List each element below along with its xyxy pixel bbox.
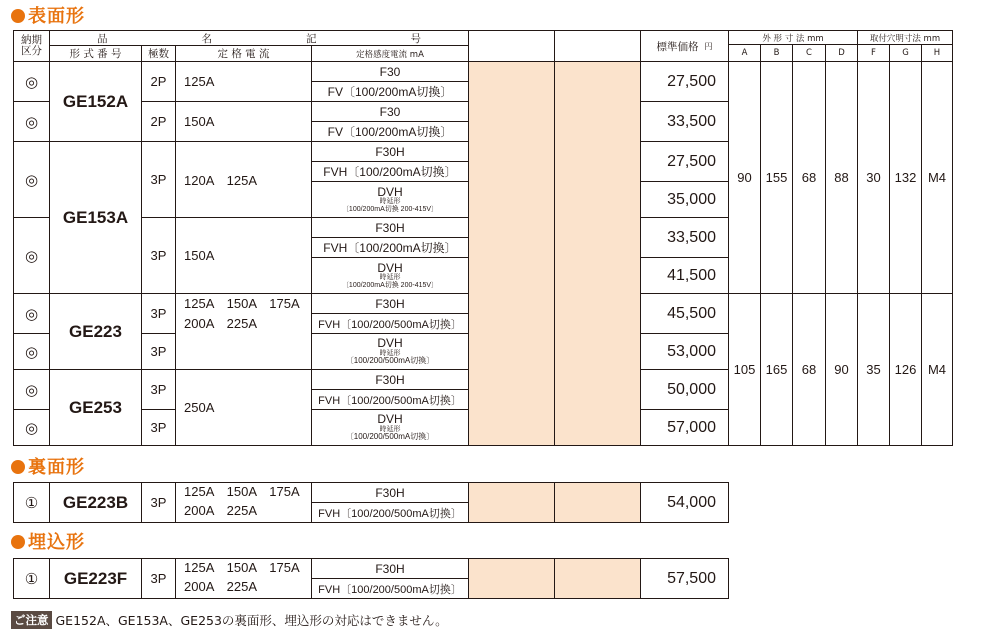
sensitivity-text: FVH〔100/200mA切換〕	[323, 165, 457, 179]
sensitivity-cell	[311, 389, 469, 410]
price-cell	[640, 101, 729, 142]
current-cell	[175, 217, 312, 294]
price-text: 54,000	[667, 493, 716, 511]
sensitivity-text: FV〔100/200mA切換〕	[327, 85, 453, 99]
model-number-text: GE253	[69, 397, 122, 417]
delivery-symbol-text: ◎	[24, 112, 39, 131]
section-title-back	[11, 453, 85, 479]
sensitivity-cell	[311, 333, 469, 370]
dim-cell	[728, 61, 761, 294]
caution-note	[11, 611, 448, 629]
sensitivity-cell	[311, 121, 469, 142]
sensitivity-subtext: 時延形	[379, 274, 401, 282]
model-number-text: GE153A	[62, 207, 129, 227]
dim-text: 126	[894, 362, 917, 377]
sensitivity-text: FV〔100/200mA切換〕	[327, 125, 453, 139]
sensitivity-text: FVH〔100/200mA切換〕	[323, 241, 457, 255]
sensitivity-text: F30H	[375, 485, 405, 500]
delivery-symbol-text: ◎	[24, 418, 39, 437]
blank-column-2	[554, 61, 641, 446]
sensitivity-cell	[311, 482, 469, 503]
poles-cell	[141, 482, 176, 523]
delivery-symbol	[13, 293, 50, 334]
price-cell	[640, 217, 729, 258]
caution-text: GE152A、GE153A、GE253の裏面形、埋込形の対応はできません。	[55, 613, 448, 628]
price-text: 57,500	[667, 569, 716, 587]
poles-cell	[141, 293, 176, 334]
model-number	[49, 558, 142, 599]
sensitivity-cell	[311, 141, 469, 162]
model-number-text: GE223B	[62, 492, 129, 512]
dim-text: 90	[737, 170, 752, 185]
current-text: 125A 150A 175A	[184, 484, 300, 499]
sensitivity-cell	[311, 81, 469, 102]
sensitivity-cell	[311, 313, 469, 334]
blank-column-2	[554, 482, 641, 523]
header-mount-dims	[857, 30, 953, 45]
price-cell	[640, 333, 729, 370]
dim-text: 155	[765, 170, 788, 185]
dim-col-c	[792, 44, 826, 62]
dim-text: 68	[801, 170, 817, 185]
sensitivity-cell	[311, 181, 469, 218]
dim-cell	[825, 61, 858, 294]
dim-cell	[728, 293, 761, 446]
header-price-label: 標準価格	[656, 40, 699, 53]
dim-cell	[857, 61, 890, 294]
section-title-surface	[11, 2, 85, 28]
header-poles-label: 極数	[148, 48, 169, 60]
model-number	[49, 369, 142, 446]
dim-col-d	[825, 44, 858, 62]
dim-cell	[792, 61, 826, 294]
sensitivity-cell	[311, 369, 469, 390]
delivery-symbol	[13, 409, 50, 446]
sensitivity-cell	[311, 293, 469, 314]
delivery-symbol	[13, 369, 50, 410]
price-cell	[640, 369, 729, 410]
dim-cell	[921, 61, 953, 294]
header-poles	[141, 45, 176, 62]
current-cell	[175, 101, 312, 142]
current-text: 125A 150A 175A	[184, 560, 300, 575]
delivery-symbol-text: ◎	[24, 380, 39, 399]
header-price-unit: 円	[704, 41, 713, 51]
header-current	[175, 45, 312, 62]
delivery-symbol-text: ①	[24, 569, 39, 588]
sensitivity-subtext: 時延形	[379, 349, 401, 357]
delivery-symbol-text: ◎	[24, 342, 39, 361]
delivery-symbol	[13, 558, 50, 599]
sensitivity-text: F30	[379, 104, 401, 119]
price-text: 35,000	[667, 190, 716, 208]
poles-text: 3P	[150, 495, 167, 510]
model-number	[49, 61, 142, 142]
dim-col-label: C	[806, 48, 812, 58]
dim-col-label: A	[741, 48, 748, 58]
header-sensitivity-label: 定格感度電流 mA	[356, 49, 424, 60]
price-text: 33,500	[667, 112, 716, 130]
header-blank-1	[468, 30, 555, 62]
bullet-icon	[11, 9, 25, 23]
poles-text: 3P	[150, 382, 167, 397]
delivery-symbol	[13, 333, 50, 370]
header-delivery	[13, 30, 50, 62]
header-char: 品	[97, 32, 108, 45]
header-price	[640, 30, 729, 62]
dim-text: 90	[834, 362, 849, 377]
price-text: 53,000	[667, 342, 716, 360]
dim-cell	[889, 61, 922, 294]
sensitivity-cell	[311, 217, 469, 238]
header-char: 号	[410, 32, 421, 45]
poles-text: 3P	[150, 248, 167, 263]
current-text: 125A 150A 175A	[184, 296, 300, 311]
sensitivity-text: F30H	[375, 220, 405, 235]
dim-col-g	[889, 44, 922, 62]
price-cell	[640, 558, 729, 599]
poles-cell	[141, 333, 176, 370]
blank-column-1	[468, 482, 555, 523]
price-text: 50,000	[667, 380, 716, 398]
current-cell	[175, 482, 312, 523]
sensitivity-subtext: 〔100/200/500mA切換〕	[345, 432, 435, 442]
current-text: 150A	[184, 114, 215, 129]
header-outer-dims-label: 外 形 寸 法 mm	[762, 33, 824, 44]
delivery-symbol	[13, 101, 50, 142]
section-title-flush	[11, 528, 85, 554]
sensitivity-text: F30	[379, 64, 401, 79]
price-text: 27,500	[667, 72, 716, 90]
sensitivity-text: F30H	[375, 144, 405, 159]
poles-text: 3P	[150, 420, 167, 435]
sensitivity-subtext: 〔100/200/500mA切換〕	[345, 356, 435, 366]
current-cell	[175, 369, 312, 446]
dim-col-label: G	[902, 48, 909, 58]
sensitivity-cell	[311, 409, 469, 446]
dim-text: M4	[927, 362, 947, 377]
price-cell	[640, 141, 729, 182]
delivery-symbol	[13, 482, 50, 523]
dim-cell	[825, 293, 858, 446]
dim-cell	[889, 293, 922, 446]
current-text: 250A	[184, 400, 215, 415]
poles-text: 3P	[150, 306, 167, 321]
sensitivity-text: F30H	[375, 296, 405, 311]
price-text: 57,000	[667, 418, 716, 436]
poles-text: 3P	[150, 344, 167, 359]
dim-col-f	[857, 44, 890, 62]
dim-col-a	[728, 44, 761, 62]
dim-cell	[921, 293, 953, 446]
section-title-text: 裏面形	[28, 457, 85, 478]
blank-column-1	[468, 61, 555, 446]
sensitivity-text: FVH〔100/200/500mA切換〕	[318, 394, 462, 407]
sensitivity-cell	[311, 558, 469, 579]
header-sensitivity	[311, 45, 469, 62]
poles-cell	[141, 409, 176, 446]
caution-tag: ご注意	[11, 611, 52, 629]
sensitivity-subtext: 時延形	[379, 425, 401, 433]
sensitivity-cell	[311, 101, 469, 122]
sensitivity-text: F30H	[375, 372, 405, 387]
section-title-text: 表面形	[28, 6, 85, 27]
poles-cell	[141, 217, 176, 294]
dim-col-label: H	[933, 48, 941, 58]
dim-text: 165	[765, 362, 788, 377]
header-product-code	[49, 30, 469, 46]
price-cell	[640, 293, 729, 334]
price-text: 27,500	[667, 152, 716, 170]
bullet-icon	[11, 460, 25, 474]
poles-cell	[141, 369, 176, 410]
header-category-label: 区分	[21, 45, 42, 57]
price-cell	[640, 61, 729, 102]
dim-text: 88	[834, 170, 849, 185]
header-mount-dims-label: 取付穴明寸法 mm	[869, 33, 941, 44]
section-title-text: 埋込形	[28, 532, 85, 553]
sensitivity-subtext: 〔100/200mA切換 200-415V〕	[341, 205, 439, 213]
current-cell	[175, 558, 312, 599]
header-blank-2	[554, 30, 641, 62]
sensitivity-cell	[311, 502, 469, 523]
header-model-no-label: 形 式 番 号	[69, 48, 122, 60]
sensitivity-text: DVH	[377, 412, 403, 427]
dim-cell	[792, 293, 826, 446]
header-current-label: 定 格 電 流	[217, 48, 270, 60]
sensitivity-text: F30H	[375, 561, 405, 576]
model-number-text: GE223	[69, 321, 122, 341]
dim-text: 68	[801, 362, 817, 377]
delivery-symbol	[13, 217, 50, 294]
bullet-icon	[11, 535, 25, 549]
poles-text: 3P	[150, 571, 167, 586]
current-cell	[175, 293, 312, 370]
model-number	[49, 482, 142, 523]
current-cell	[175, 141, 312, 218]
sensitivity-cell	[311, 161, 469, 182]
sensitivity-text: FVH〔100/200/500mA切換〕	[318, 507, 462, 520]
sensitivity-subtext: 〔100/200mA切換 200-415V〕	[341, 281, 439, 289]
sensitivity-text: FVH〔100/200/500mA切換〕	[318, 318, 462, 331]
delivery-symbol	[13, 141, 50, 218]
dim-text: 132	[894, 170, 917, 185]
price-cell	[640, 257, 729, 294]
model-number-text: GE152A	[62, 91, 129, 111]
price-cell	[640, 409, 729, 446]
dim-col-h	[921, 44, 953, 62]
model-number	[49, 141, 142, 294]
sensitivity-text: DVH	[377, 336, 403, 351]
poles-text: 3P	[150, 172, 167, 187]
poles-cell	[141, 141, 176, 218]
current-text: 120A 125A	[184, 173, 258, 188]
delivery-symbol-text: ◎	[24, 170, 39, 189]
sensitivity-text: DVH	[377, 184, 403, 199]
current-cell	[175, 61, 312, 102]
price-text: 41,500	[667, 266, 716, 284]
blank-column-2	[554, 558, 641, 599]
model-number-text: GE223F	[63, 568, 128, 588]
dim-cell	[760, 293, 793, 446]
delivery-symbol-text: ◎	[24, 72, 39, 91]
poles-text: 2P	[150, 74, 167, 89]
price-text: 33,500	[667, 228, 716, 246]
price-text: 45,500	[667, 304, 716, 322]
dim-col-label: D	[838, 48, 845, 58]
dim-text: 105	[733, 362, 756, 377]
sensitivity-text: DVH	[377, 260, 403, 275]
header-char: 名	[201, 32, 212, 45]
current-text: 125A	[184, 74, 215, 89]
dim-text: 35	[866, 362, 881, 377]
sensitivity-cell	[311, 578, 469, 599]
poles-cell	[141, 61, 176, 102]
dim-col-b	[760, 44, 793, 62]
poles-text: 2P	[150, 114, 167, 129]
model-number	[49, 293, 142, 370]
poles-cell	[141, 558, 176, 599]
sensitivity-cell	[311, 237, 469, 258]
blank-column-1	[468, 558, 555, 599]
dim-col-label: B	[773, 48, 780, 58]
poles-cell	[141, 101, 176, 142]
delivery-symbol-text: ◎	[24, 304, 39, 323]
price-cell	[640, 181, 729, 218]
delivery-symbol-text: ①	[24, 493, 39, 512]
current-text: 200A 225A	[184, 578, 258, 594]
sensitivity-subtext: 時延形	[379, 198, 401, 206]
dim-cell	[760, 61, 793, 294]
header-model-no	[49, 45, 142, 62]
sensitivity-cell	[311, 257, 469, 294]
price-cell	[640, 482, 729, 523]
dim-cell	[857, 293, 890, 446]
delivery-symbol-text: ◎	[24, 246, 39, 265]
header-outer-dims	[728, 30, 858, 45]
header-char: 記	[306, 32, 317, 45]
sensitivity-text: FVH〔100/200/500mA切換〕	[318, 583, 462, 596]
current-text: 200A 225A	[184, 502, 258, 518]
current-text: 150A	[184, 248, 215, 263]
sensitivity-cell	[311, 61, 469, 82]
dim-col-label: F	[871, 48, 876, 58]
dim-text: M4	[927, 170, 947, 185]
dim-text: 30	[866, 170, 881, 185]
header-delivery-label: 納期	[21, 33, 42, 46]
delivery-symbol	[13, 61, 50, 102]
current-text: 200A 225A	[184, 315, 258, 331]
